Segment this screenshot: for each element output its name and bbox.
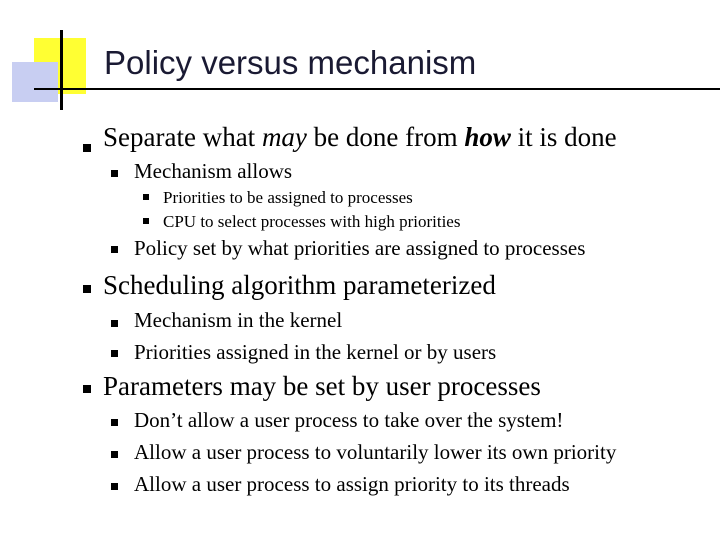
blue-square-decoration (12, 62, 58, 102)
square-bullet-icon (111, 170, 118, 177)
bullet-separate-pre: Separate what (103, 122, 262, 152)
square-bullet-icon (111, 483, 118, 490)
slide-title: Policy versus mechanism (104, 44, 477, 81)
bullet-scheduling: Scheduling algorithm parameterized (103, 270, 496, 300)
bullet-separate-mid: be done from (306, 122, 465, 152)
bullet-allow-lower: Allow a user process to voluntarily lower its own priority (134, 440, 617, 464)
square-bullet-icon (83, 285, 91, 293)
bullet-separate-post: it is done (510, 122, 617, 152)
vertical-rule-decoration (60, 30, 63, 110)
bullet-dont-allow: Don’t allow a user process to take over the system! (134, 408, 564, 432)
bullet-mechanism-allows: Mechanism allows (134, 159, 293, 183)
square-bullet-icon (111, 350, 118, 357)
bullet-separate (103, 124, 617, 151)
square-bullet-icon (111, 246, 118, 253)
square-bullet-icon (111, 320, 118, 327)
bullet-allow-assign: Allow a user process to assign priority to its threads (134, 472, 570, 496)
emphasis-how: how (464, 122, 511, 152)
bullet-policy-set: Policy set by what priorities are assigned to processes (134, 236, 586, 260)
bullet-mechanism-kernel: Mechanism in the kernel (134, 308, 343, 332)
title-underline-rule (34, 88, 720, 90)
bullet-priorities-assigned: Priorities to be assigned to processes (163, 188, 413, 207)
bullet-cpu-select: CPU to select processes with high priorities (163, 212, 461, 231)
bullet-priorities-kernel-users: Priorities assigned in the kernel or by users (134, 340, 497, 364)
square-bullet-icon (143, 218, 149, 224)
square-bullet-icon (143, 194, 149, 200)
square-bullet-icon (83, 385, 91, 393)
square-bullet-icon (111, 419, 118, 426)
square-bullet-icon (111, 451, 118, 458)
emphasis-may: may (261, 122, 307, 152)
square-bullet-icon (83, 144, 91, 152)
bullet-parameters: Parameters may be set by user processes (103, 371, 541, 401)
